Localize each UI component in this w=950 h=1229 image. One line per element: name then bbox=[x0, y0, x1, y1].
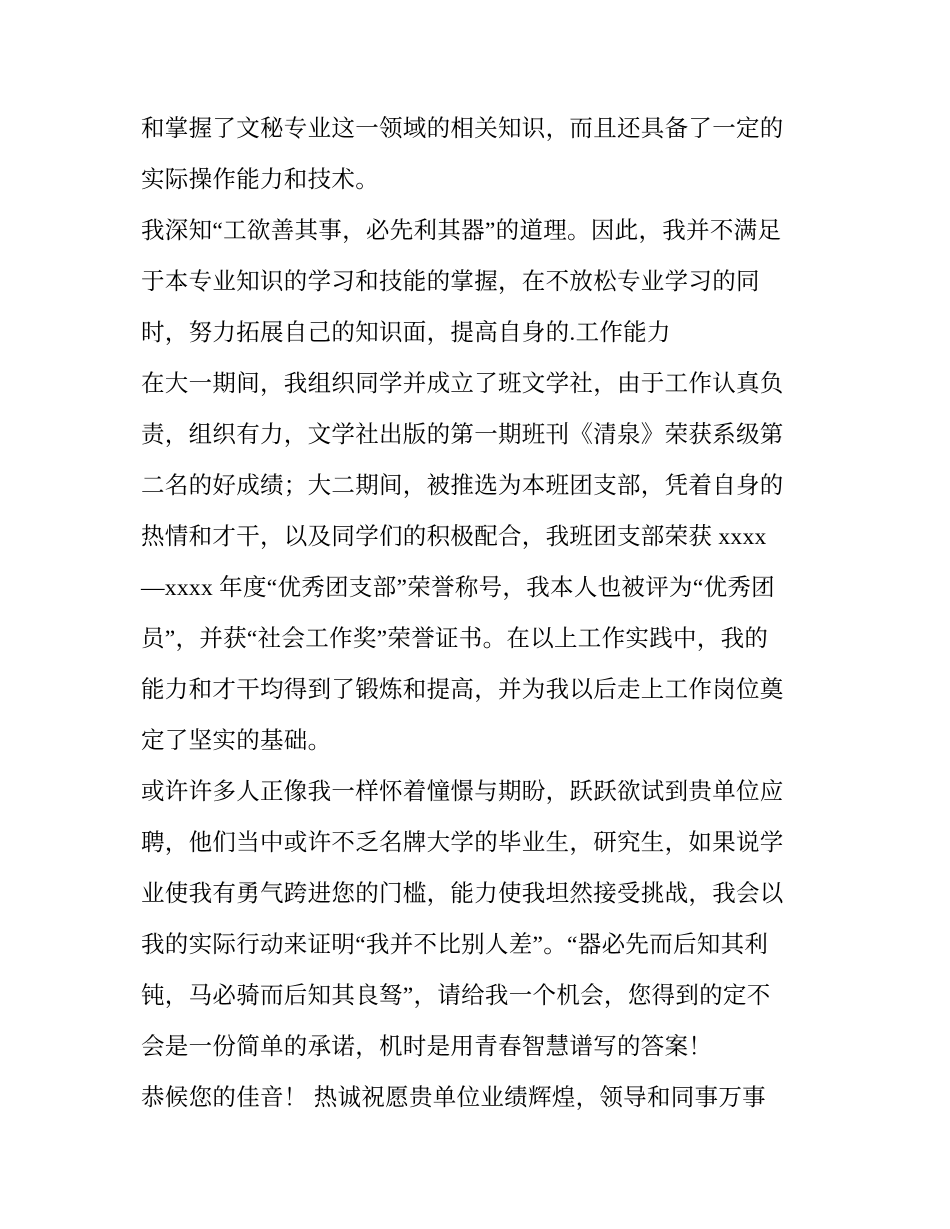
text-line: 在大一期间，我组织同学并成立了班文学社，由于工作认真负 bbox=[141, 371, 784, 397]
text-line: 我深知“工欲善其事，必先利其器”的道理。因此，我并不满足 bbox=[141, 218, 782, 244]
text-line: 和掌握了文秘专业这一领域的相关知识，而且还具备了一定的 bbox=[141, 116, 784, 142]
text-line: 定了坚实的基础。 bbox=[141, 728, 332, 754]
text-line: 恭候您的佳音！ 热诚祝愿贵单位业绩辉煌，领导和同事万事 bbox=[141, 1085, 766, 1111]
text-line: 热情和才干，以及同学们的积极配合，我班团支部荣获 xxxx bbox=[141, 524, 767, 550]
text-line: 会是一份简单的承诺，机时是用青春智慧谱写的答案！ bbox=[141, 1034, 713, 1060]
text-line: —xxxx 年度“优秀团支部”荣誉称号，我本人也被评为“优秀团 bbox=[141, 575, 775, 601]
text-line: 钝，马必骑而后知其良驽”，请给我一个机会，您得到的定不 bbox=[141, 983, 771, 1009]
text-line: 我的实际行动来证明“我并不比别人差”。“器必先而后知其利 bbox=[141, 932, 769, 958]
text-line: 于本专业知识的学习和技能的掌握，在不放松专业学习的同 bbox=[141, 269, 760, 295]
text-line: 聘，他们当中或许不乏名牌大学的毕业生，研究生，如果说学 bbox=[141, 830, 784, 856]
text-line: 责，组织有力，文学社出版的第一期班刊《清泉》荣获系级第 bbox=[141, 422, 784, 448]
text-line: 二名的好成绩；大二期间，被推选为本班团支部，凭着自身的 bbox=[141, 473, 784, 499]
text-line: 或许许多人正像我一样怀着憧憬与期盼，跃跃欲试到贵单位应 bbox=[141, 779, 784, 805]
text-line: 时，努力拓展自己的知识面，提高自身的.工作能力 bbox=[141, 320, 671, 346]
text-line: 业使我有勇气跨进您的门槛，能力使我坦然接受挑战，我会以 bbox=[141, 881, 784, 907]
text-line: 员”，并获“社会工作奖”荣誉证书。在以上工作实践中，我的 bbox=[141, 626, 769, 652]
text-line: 能力和才干均得到了锻炼和提高，并为我以后走上工作岗位奠 bbox=[141, 677, 784, 703]
text-line: 实际操作能力和技术。 bbox=[141, 167, 379, 193]
